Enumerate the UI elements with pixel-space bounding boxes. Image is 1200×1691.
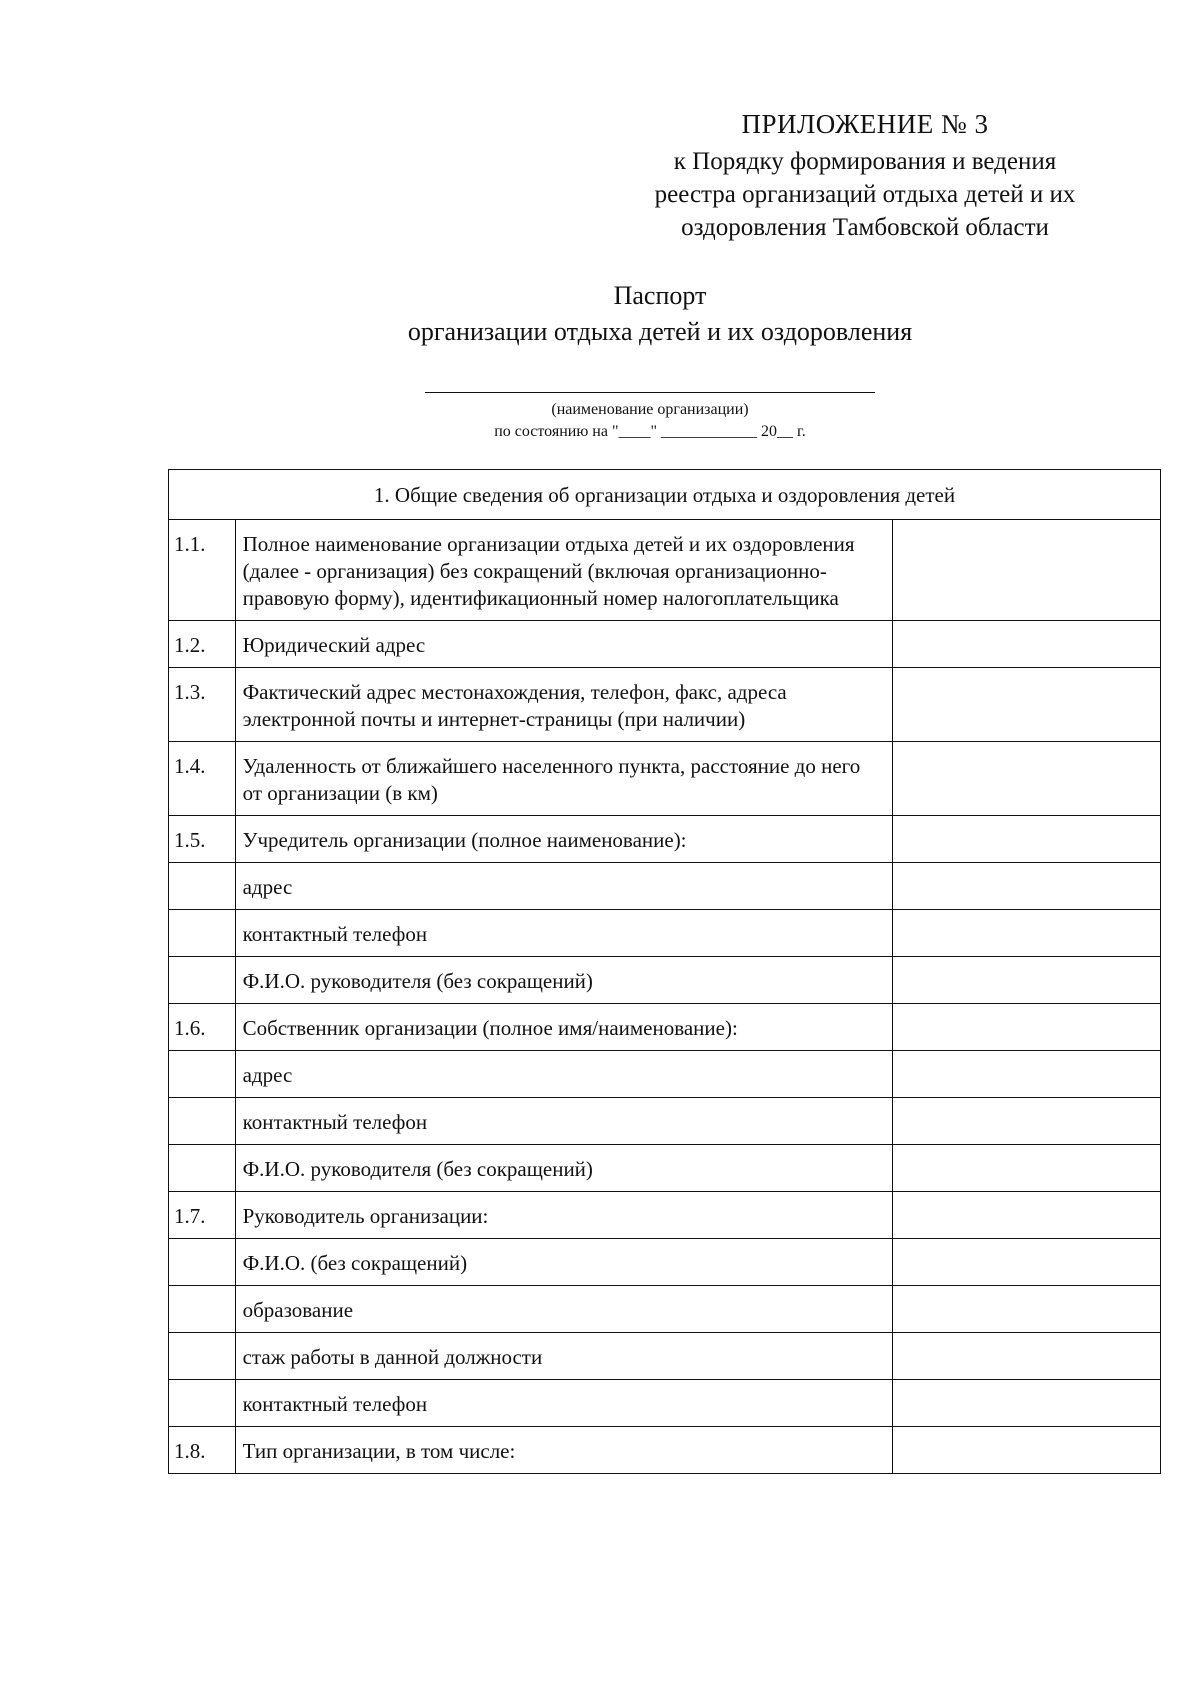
as-of-date-line: по состоянию на "____" ____________ 20__ г.	[494, 423, 806, 440]
row-number	[169, 1286, 236, 1333]
row-number: 1.6.	[169, 1004, 236, 1051]
table-row	[169, 1145, 1161, 1192]
row-number	[169, 1051, 236, 1098]
document-subtitle: организации отдыха детей и их оздоровления	[407, 317, 913, 346]
organization-name-blank-line	[425, 388, 875, 393]
row-number	[169, 957, 236, 1004]
row-value-cell[interactable]	[892, 1192, 1161, 1239]
table-row	[169, 1098, 1161, 1145]
row-value-cell[interactable]	[892, 1051, 1161, 1098]
table-row	[169, 816, 1161, 863]
row-label: контактный телефон	[235, 910, 892, 957]
row-value-cell[interactable]	[892, 621, 1161, 668]
table-row	[169, 1192, 1161, 1239]
row-value-cell[interactable]	[892, 520, 1161, 621]
row-number: 1.4.	[169, 742, 236, 816]
row-value-cell[interactable]	[892, 1333, 1161, 1380]
table-row	[169, 742, 1161, 816]
row-label: Собственник организации (полное имя/наименование):	[235, 1004, 892, 1051]
row-label: Учредитель организации (полное наименование):	[235, 816, 892, 863]
row-label: образование	[235, 1286, 892, 1333]
table-row	[169, 668, 1161, 742]
row-value-cell[interactable]	[892, 957, 1161, 1004]
row-number	[169, 863, 236, 910]
table-row	[169, 1286, 1161, 1333]
appendix-line-1: к Порядку формирования и ведения	[673, 148, 1057, 175]
row-value-cell[interactable]	[892, 1239, 1161, 1286]
table-row	[169, 1380, 1161, 1427]
organization-name-caption: (наименование организации)	[551, 401, 749, 418]
row-number	[169, 910, 236, 957]
table-row	[169, 1051, 1161, 1098]
row-value-cell[interactable]	[892, 910, 1161, 957]
row-number	[169, 1380, 236, 1427]
document-heading	[300, 278, 1020, 350]
row-value-cell[interactable]	[892, 668, 1161, 742]
row-value-cell[interactable]	[892, 1145, 1161, 1192]
row-label: адрес	[235, 1051, 892, 1098]
appendix-line-3: оздоровления Тамбовской области	[681, 214, 1049, 241]
row-label: Ф.И.О. руководителя (без сокращений)	[235, 1145, 892, 1192]
table-row	[169, 1239, 1161, 1286]
table-row	[169, 1004, 1161, 1051]
table-row	[169, 910, 1161, 957]
row-number: 1.8.	[169, 1427, 236, 1474]
table-row	[169, 1333, 1161, 1380]
table-row	[169, 863, 1161, 910]
row-number	[169, 1098, 236, 1145]
appendix-title: ПРИЛОЖЕНИЕ № 3	[741, 109, 989, 139]
table-row	[169, 1427, 1161, 1474]
table-row	[169, 957, 1161, 1004]
organization-name-block	[420, 388, 880, 443]
appendix-header	[615, 108, 1115, 244]
row-value-cell[interactable]	[892, 1286, 1161, 1333]
row-number: 1.5.	[169, 816, 236, 863]
row-value-cell[interactable]	[892, 1098, 1161, 1145]
row-value-cell[interactable]	[892, 1427, 1161, 1474]
appendix-line-2: реестра организаций отдыха детей и их	[654, 181, 1076, 208]
row-number: 1.7.	[169, 1192, 236, 1239]
row-value-cell[interactable]	[892, 1004, 1161, 1051]
row-label: Фактический адрес местонахождения, телефон, факс, адреса электронной почты и интернет-страницы (при наличии)	[235, 668, 892, 742]
row-label: контактный телефон	[235, 1380, 892, 1427]
table-row	[169, 621, 1161, 668]
row-value-cell[interactable]	[892, 816, 1161, 863]
table-row	[169, 520, 1161, 621]
row-label: контактный телефон	[235, 1098, 892, 1145]
row-number	[169, 1239, 236, 1286]
row-label: Удаленность от ближайшего населенного пункта, расстояние до него от организации (в км)	[235, 742, 892, 816]
document-title: Паспорт	[613, 281, 707, 310]
row-label: Ф.И.О. (без сокращений)	[235, 1239, 892, 1286]
row-number	[169, 1145, 236, 1192]
row-number	[169, 1333, 236, 1380]
row-number: 1.1.	[169, 520, 236, 621]
row-value-cell[interactable]	[892, 863, 1161, 910]
row-label: стаж работы в данной должности	[235, 1333, 892, 1380]
row-number: 1.2.	[169, 621, 236, 668]
section-header-row	[169, 470, 1161, 520]
passport-table	[168, 469, 1161, 1474]
row-label: адрес	[235, 863, 892, 910]
row-value-cell[interactable]	[892, 1380, 1161, 1427]
row-label: Ф.И.О. руководителя (без сокращений)	[235, 957, 892, 1004]
row-label: Полное наименование организации отдыха детей и их оздоровления (далее - организация) без сокращений (включая организационно-правовую форму), идентификационный номер налогоплательщика	[235, 520, 892, 621]
row-label: Руководитель организации:	[235, 1192, 892, 1239]
section-title: 1. Общие сведения об организации отдыха и оздоровления детей	[169, 470, 1161, 520]
row-value-cell[interactable]	[892, 742, 1161, 816]
row-label: Юридический адрес	[235, 621, 892, 668]
row-label: Тип организации, в том числе:	[235, 1427, 892, 1474]
row-number: 1.3.	[169, 668, 236, 742]
